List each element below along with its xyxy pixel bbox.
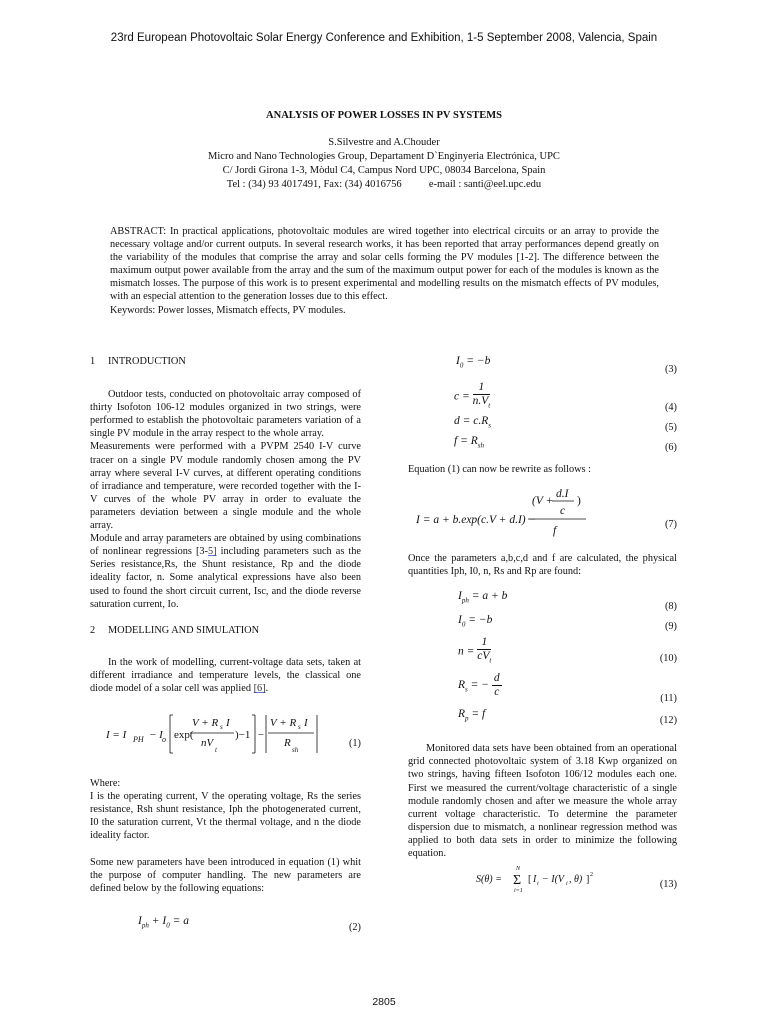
svg-text:i: i [566,881,568,888]
svg-text:c: c [560,505,566,518]
svg-text:N: N [516,866,521,873]
rewrite-sentence: Equation (1) can now be rewrite as follows : [408,464,592,475]
svg-text:I = I: I = I [106,729,127,742]
svg-text:− I(V: − I(V [542,874,565,886]
reference-link-6[interactable]: [6] [253,682,266,694]
svg-text:o: o [162,735,166,745]
svg-text:s: s [298,723,301,732]
equation-7: d.I (V + ) c f I = a + b.exp(c.V + d.I) − (7) [408,482,677,548]
author-block [0,136,768,192]
monitored-data-paragraph: Monitored data sets have been obtained from an operational grid connected photovoltaic system of 3.18 Kwp organized on two strings, having fifteen Isofoton 106/12 modules each one. First we measured the current/voltage characteristic of a single module randomly chosen and after we measure the whole array current voltage characteristic. To determine the parameter dispersion due to mismatch, a nonlinear regression method was applied to both data sets in order to minimize the following equation. [408,743,677,860]
authors: S.Silvestre and A.Chouder [328,137,440,148]
right-column [408,355,677,894]
equation-8: $I_{ph} = a + b$ (8) [458,590,677,613]
new-parameters-paragraph: Some new parameters have been introduced in equation (1) whit the purpose of computer handling. The new parameters are defined below by the following equations: [90,856,361,894]
svg-text:I: I [304,717,308,730]
equation-1-formula [100,709,330,765]
svg-text:sh: sh [292,746,299,755]
svg-text:− I: − I [149,729,163,742]
intro-paragraph-3: Module and array parameters are obtained by using combinations of nonlinear regressions [3-5] including parameters such as the Series resistance,Rs, the Shunt resistance, Rp and the diode ideality factor, n. Some analytical expressions have also been used to found the short circuit current, Isc, and the diode reverse saturation current, Io. [90,533,361,610]
svg-text:[: [ [528,874,532,886]
svg-text:PH: PH [133,735,144,745]
svg-text:nV: nV [201,737,214,750]
svg-text:I: I [226,717,230,730]
physical-quantities-sentence: Once the parameters a,b,c,d and f are calculated, the physical quantities Iph, I0, n, Rs and Rp are found: [408,553,677,578]
svg-text:f: f [553,525,557,538]
svg-text:2: 2 [590,872,593,879]
variable-definitions: I is the operating current, V the operating voltage, Rs the series resistance, Rsh shunt resistance, Iph the photogenerated current, I0 the saturation current, Vt the thermal voltage, and n the diode ideality factor. [90,791,361,842]
section-1-heading: 1 INTRODUCTION [90,356,186,367]
intro-paragraph-1: Outdoor tests, conducted on photovoltaic array composed of thirty Isofoton 106-12 modules organized in two strings, were performed to establish the photovoltaic parameters variation of a single PV module in the array respect to the whole array. [90,389,361,440]
svg-text:Σ: Σ [513,873,522,889]
svg-text:exp(: exp( [174,729,194,742]
svg-text:−: − [257,729,265,742]
equation-2-formula: $I_{ph} + I_0 = a$ [138,914,189,930]
svg-text:)−1: )−1 [235,729,251,742]
affiliation-line-1: Micro and Nano Technologies Group, Departament D`Enginyeria Electrónica, UPC [208,151,560,162]
equation-5: $d = c.R_s$ (5) [454,415,677,433]
equation-6: $f = R_{sh}$ (6) [454,435,677,453]
intro-paragraph-2: Measurements were performed with a PVPM 2540 I-V curve tracer on a single PV module randomly chosen among the PV array where several I-V curves, at different operating conditions of irradiance and temperature, were recorded together with the I-V curves of the whole PV array in order to evaluate the parameters deviation between a single module and the whole array. [90,441,361,532]
equation-2 [90,915,361,935]
keywords: Keywords: Power losses, Mismatch effects, PV modules. [110,304,346,316]
paper-title: ANALYSIS OF POWER LOSSES IN PV SYSTEMS [266,110,502,121]
where-label: Where: [90,778,121,790]
page-number: 2805 [372,996,396,1008]
svg-text:t: t [215,746,217,755]
svg-text:R: R [284,737,291,750]
equation-13-formula [476,864,616,894]
email: e-mail : santi@eel.upc.edu [428,179,542,190]
telephone: Tel : (34) 93 4017491, Fax: (34) 4016756 [226,179,402,190]
svg-text:s: s [220,723,223,732]
equation-1 [90,709,361,767]
left-column [90,355,361,935]
equation-11: $R_s$ = − $\frac{d}{c}$ (11) [458,672,677,705]
svg-text:, θ): , θ) [569,874,583,886]
equation-4: c = $\frac{1}{n.V_t}$ (4) [454,381,677,413]
equation-10: n = $\frac{1}{cV_t}$ (10) [458,636,677,665]
svg-text:V + R: V + R [270,717,297,730]
equation-2-number: (2) [348,921,361,933]
svg-text:i: i [537,881,539,888]
svg-text:I: I [533,874,537,886]
equation-7-formula [414,482,644,546]
svg-text:i=1: i=1 [514,888,523,895]
svg-text:): ) [577,495,581,508]
abstract [110,225,659,317]
svg-text:I = a + b.exp(c.V + d.I) −: I = a + b.exp(c.V + d.I) − [416,514,537,527]
svg-text:d.I: d.I [556,488,569,501]
svg-text:S(θ) =: S(θ) = [476,874,502,886]
section-2-heading: 2 MODELLING AND SIMULATION [90,624,260,636]
reference-link-3-5[interactable]: 5] [208,546,217,558]
conference-header: 23rd European Photovoltaic Solar Energy Conference and Exhibition, 1-5 September 2008, Valencia, Spain [110,32,658,44]
modelling-paragraph: In the work of modelling, current-voltage data sets, taken at different irradiance and temperature levels, the classical one diode model of a solar cell was applied [6]. [90,656,361,694]
equation-9: $I_0 = -b$ (9) [458,614,677,633]
affiliation-line-2: C/ Jordi Girona 1-3, Mòdul C4, Campus Nord UPC, 08034 Barcelona, Spain [222,165,546,176]
equation-3: $I_0 = -b$ (3) [456,355,677,375]
equation-12: $R_p = f$ (12) [458,708,677,727]
svg-text:(V +: (V + [532,495,554,508]
svg-text:V + R: V + R [192,717,219,730]
equation-1-number: (1) [348,738,361,750]
equation-13: S(θ) = Σ N i=1 [ I i − I(V i , θ) ] 2 (13) [476,866,677,895]
abstract-text: ABSTRACT: In practical applications, photovoltaic modules are wired together into electrical circuits or an array to provide the necessary voltage and/or current outputs. In several research works, it has been reported that array performances depend greatly on the variability of the modules that comprise the array and solar cells forming the PV modules [1-2]. The difference between the maximum output power available from the array and the sum of the maximum output power for each of the modules is known as the mismatch losses. The purpose of this work is to present experimental and modelling results on the mismatch effects of PV modules, with an especial attention to the generation losses due to this effect. [110,226,659,303]
contact-line [0,178,768,192]
svg-text:]: ] [586,874,590,886]
